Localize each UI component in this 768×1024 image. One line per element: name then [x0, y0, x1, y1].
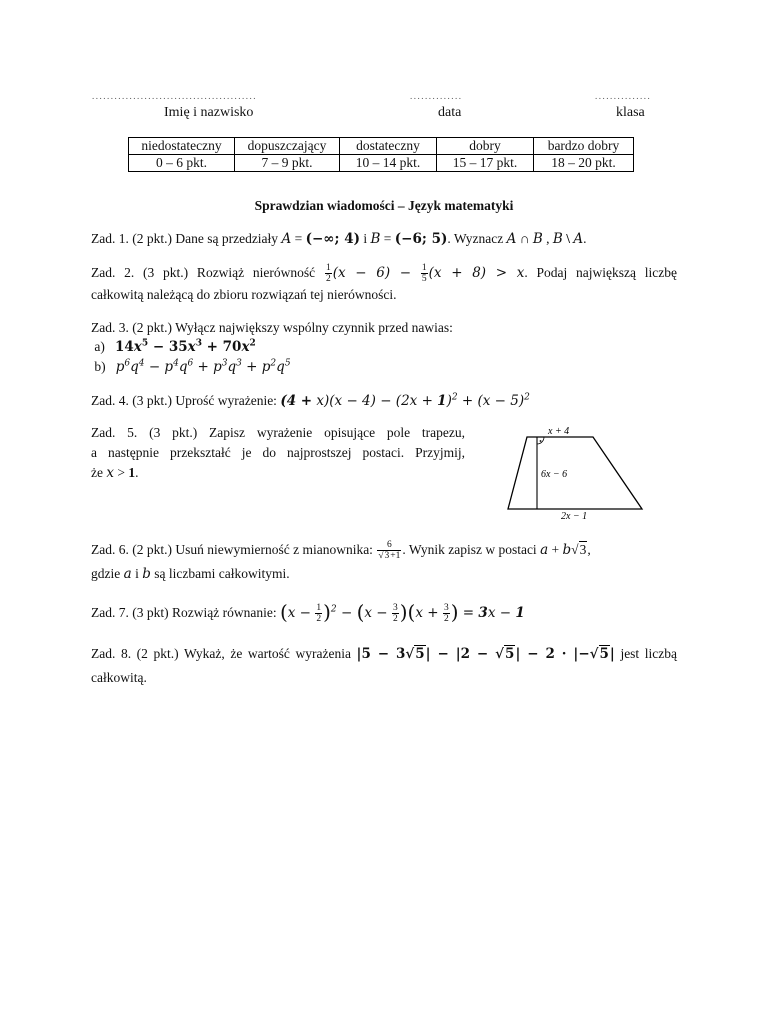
task-3-a-label: a) [94, 339, 105, 354]
grade-range-cell: 10 – 14 pkt. [340, 155, 437, 172]
task-1-text: Zad. 1. (2 pkt.) Dane są przedziały [91, 231, 279, 246]
date-line: .............. [410, 91, 463, 101]
task-6-and: i [135, 566, 139, 581]
grade-range-cell: 0 – 6 pkt. [129, 155, 235, 172]
task-3-b: b) $p^6q^4 - p^4q^6 + p^3q^3 + p^2q^5$ [94, 358, 291, 375]
name-label: Imię i nazwisko [164, 105, 254, 120]
task-7-text: Zad. 7. (3 pkt) Rozwiąż równanie: [91, 605, 277, 620]
grade-range-cell: 15 – 17 pkt. [437, 155, 534, 172]
task-8-line-2: całkowitą. [91, 670, 147, 685]
grade-names-row [129, 138, 634, 155]
name-line: ............................................ [92, 91, 257, 101]
grade-name-cell: dostateczny [340, 138, 437, 155]
grade-ranges-row [129, 155, 634, 172]
task-5-line-2: a następnie przekształć je do najprostszej postaci. Przyjmij, [91, 445, 465, 460]
task-1: Zad. 1. (2 pkt.) Dane są przedziały A = (−∞; 4) i B = (−6; 5). Wyznacz A ∩ B , B \ A. [91, 231, 587, 247]
task-8-line-1: Zad. 8. (2 pkt.) Wykaż, że wartość wyrażenia |5 − 3√5| − |2 − √5| − 2 · |−√5| jest liczbą [91, 646, 677, 662]
task-2-text: Zad. 2. (3 pkt.) Rozwiąż nierówność [91, 265, 316, 280]
task-8 [91, 642, 677, 689]
test-title: Sprawdzian wiadomości – Język matematyki [254, 198, 514, 213]
task-6-line-2: gdzie a i b są liczbami całkowitymi. [91, 566, 290, 582]
task-3 [91, 318, 677, 377]
class-line: ............... [595, 91, 652, 101]
task-5-line-1: Zad. 5. (3 pkt.) Zapisz wyrażenie opisujące pole trapezu, [91, 425, 465, 440]
task-3-b-label: b) [94, 359, 106, 374]
task-8-text: Zad. 8. (2 pkt.) Wykaż, że wartość wyrażenia [91, 646, 351, 661]
task-5-line-3: że x > 1. [91, 465, 139, 481]
task-6-text: Zad. 6. (2 pkt.) Usuń niewymierność z mianownika: [91, 542, 373, 557]
right-angle-dot [540, 440, 542, 442]
task-2-line-2: całkowitą należącą do zbioru rozwiązań tej nierówności. [91, 287, 397, 303]
trapezoid-shape [508, 437, 642, 509]
task-3-text: Zad. 3. (2 pkt.) Wyłącz największy wspólny czynnik przed nawias: [91, 320, 453, 335]
task-6-tail: są liczbami całkowitymi. [154, 566, 290, 581]
task-2 [91, 262, 677, 305]
task-4: Zad. 4. (3 pkt.) Uprość wyrażenie: $(4 + x)(x - 4) - (2x + 1)^2 + (x - 5)^2$ [91, 392, 530, 409]
task-6-mid: . Wynik zapisz w postaci [402, 542, 537, 557]
task-3-a: a) $14x^5 - 35x^3 + 70x^2$ [94, 338, 256, 355]
grade-name-cell: niedostateczny [129, 138, 235, 155]
task-5 [91, 423, 465, 483]
top-base-label: x + 4 [548, 426, 570, 437]
height-label: 6x − 6 [541, 469, 568, 480]
class-label: klasa [616, 105, 645, 120]
task-8-tail: jest liczbą [620, 646, 677, 661]
task-2-line-1: Zad. 2. (3 pkt.) Rozwiąż nierówność $\frac{1}{2}$ (x − 6) − $\frac{1}{5}$ (x + 8) > x. Podaj największą liczbę [91, 263, 678, 285]
task-1-find: . Wyznacz [447, 231, 504, 246]
grade-range-cell: 18 – 20 pkt. [534, 155, 634, 172]
grade-name-cell: dopuszczający [235, 138, 340, 155]
task-6-where: gdzie [91, 566, 121, 581]
grade-name-cell: bardzo dobry [534, 138, 634, 155]
task-4-text: Zad. 4. (3 pkt.) Uprość wyrażenie: [91, 393, 277, 408]
grading-table [128, 137, 634, 172]
task-6-line-1: Zad. 6. (2 pkt.) Usuń niewymierność z mianownika: $\frac{6}{√3+1}$ . Wynik zapisz w postaci a + b√3, [91, 540, 591, 562]
bottom-base-label: 2x − 1 [561, 511, 588, 522]
task-1-and: i [359, 231, 371, 246]
task-7: Zad. 7. (3 pkt) Rozwiąż równanie: (x − $\frac{1}{2}$ )$^2$ − (x − $\frac{3}{2}$ )(x + $\frac{3}{2}$ ) = 3x − 1 [91, 600, 525, 625]
task-6 [91, 538, 677, 586]
grade-range-cell: 7 – 9 pkt. [235, 155, 340, 172]
trapezoid-figure [500, 422, 660, 524]
grade-name-cell: dobry [437, 138, 534, 155]
date-label: data [438, 105, 462, 120]
task-2-tail: . Podaj największą liczbę [524, 265, 678, 280]
task-5-assume: że [91, 465, 103, 480]
